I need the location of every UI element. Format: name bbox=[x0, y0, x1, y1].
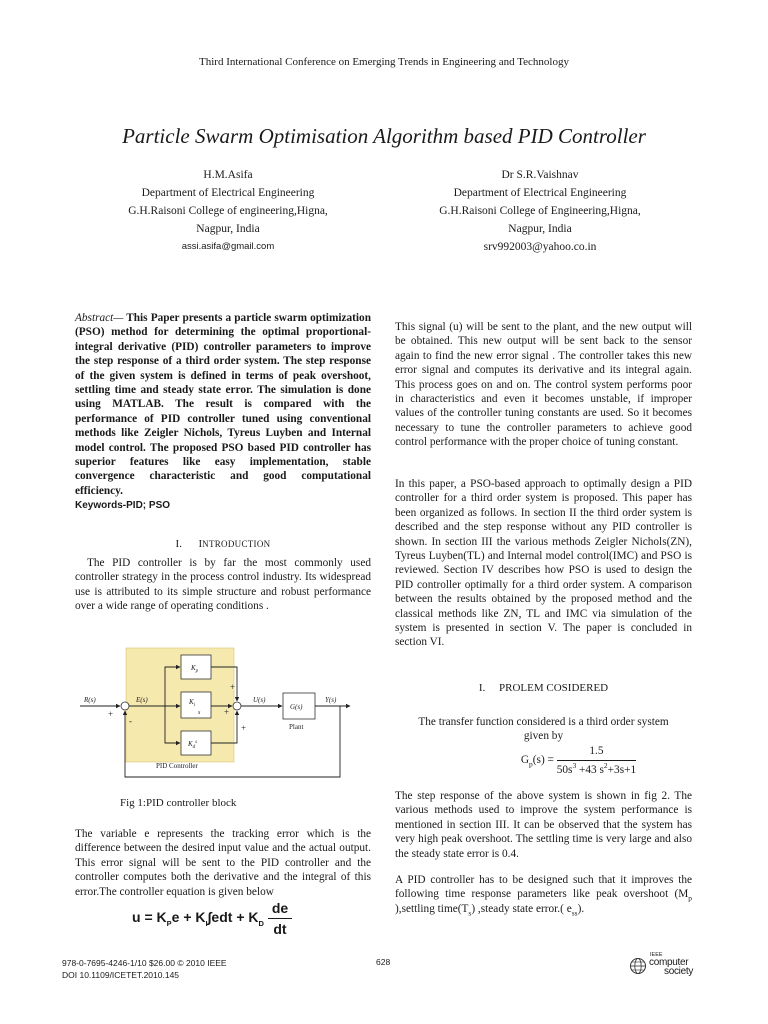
label-e: E(s) bbox=[136, 696, 148, 704]
tf-fraction bbox=[557, 744, 636, 777]
label-ki: $K_i$ bbox=[189, 698, 196, 708]
eq-term1: e + K bbox=[171, 909, 206, 926]
section-number: I. bbox=[478, 682, 486, 694]
tf-den-b-sup: 2 bbox=[603, 761, 608, 771]
variable-text: The variable e represents the tracking error which is the difference between the desired input value and the actual output. This error signal will be sent to the PID controller and the controller computes both the derivative and the integral of this error.The controller equation is given below bbox=[75, 828, 371, 898]
transfer-function bbox=[395, 715, 692, 777]
label-kd: $K_d^s$ bbox=[188, 740, 198, 750]
tf-den-c: +3s+1 bbox=[607, 764, 637, 776]
p4-c: ) ,steady state error.( e bbox=[471, 902, 572, 915]
intro-paragraph bbox=[75, 556, 371, 614]
section-title: PROLEM COSIDERED bbox=[499, 682, 609, 694]
tf-den-a: 50s bbox=[556, 764, 573, 776]
plus-sign-1: + bbox=[108, 709, 114, 719]
variable-paragraph bbox=[75, 827, 371, 899]
tf-equation bbox=[395, 744, 692, 777]
eq-frac-den: dt bbox=[273, 921, 287, 937]
author-city: Nagpur, India bbox=[508, 223, 572, 235]
footer-line-1: 978-0-7695-4246-1/10 $26.00 © 2010 IEEE bbox=[62, 958, 227, 968]
author-email[interactable]: assi.asifa@gmail.com bbox=[181, 241, 275, 252]
figure-caption: Fig 1:PID controller block bbox=[120, 797, 237, 809]
section-heading-problem bbox=[395, 682, 692, 694]
abstract-label: Abstract— bbox=[75, 312, 124, 324]
author-college: G.H.Raisoni College of engineering,Higna, bbox=[128, 205, 328, 217]
label-ki-den: s bbox=[198, 710, 201, 716]
author-city: Nagpur, India bbox=[196, 223, 260, 235]
section-rest: NTRODUCTION bbox=[202, 539, 271, 549]
logo-society-text: society bbox=[664, 966, 694, 977]
tf-lhs-sub: p bbox=[529, 759, 533, 769]
plus-sign-2: + bbox=[230, 682, 236, 692]
eq-p-sub: P bbox=[166, 919, 172, 928]
eq-fraction bbox=[268, 900, 292, 937]
label-plant: Plant bbox=[289, 723, 304, 731]
section-number: I. bbox=[175, 538, 182, 550]
author-name: H.M.Asifa bbox=[203, 169, 253, 181]
right-text-3: The step response of the above system is shown in fig 2. The various methods used to improve the system performance is mentioned in section III. It can be observed that the system has very high peak overshoot. The settling time is very large and also the steady state error is 0.4. bbox=[395, 790, 692, 860]
author-block-1 bbox=[80, 166, 376, 256]
label-gs: G(s) bbox=[290, 703, 303, 711]
plus-sign-3: + bbox=[224, 707, 230, 717]
eq-term2: ∫edt + K bbox=[207, 909, 259, 926]
ki-box bbox=[181, 692, 211, 718]
author-block-2 bbox=[392, 166, 688, 256]
label-pid-controller: PID Controller bbox=[156, 762, 198, 770]
conference-header: Third International Conference on Emerging Trends in Engineering and Technology bbox=[199, 56, 569, 68]
tf-den bbox=[557, 761, 636, 777]
controller-equation bbox=[132, 900, 292, 937]
p4-s: s bbox=[468, 908, 472, 918]
right-paragraph-2 bbox=[395, 477, 692, 650]
label-u: U(s) bbox=[253, 696, 266, 704]
tf-den-a-sup: 3 bbox=[572, 761, 577, 771]
p4-p: p bbox=[688, 893, 692, 903]
tf-intro-2: given by bbox=[523, 730, 564, 742]
abstract bbox=[75, 311, 371, 498]
page-number: 628 bbox=[376, 957, 391, 967]
minus-sign-1: - bbox=[129, 716, 132, 726]
p4-d: ). bbox=[577, 902, 585, 915]
section-first-letter: I bbox=[198, 538, 203, 550]
right-text-4 bbox=[395, 873, 692, 916]
eq-d-sub: D bbox=[258, 919, 264, 928]
label-y: Y(s) bbox=[325, 696, 337, 704]
eq-lhs: u = K bbox=[132, 909, 167, 926]
globe-icon bbox=[628, 956, 648, 976]
tf-den-b: +43 s bbox=[576, 764, 604, 776]
keywords: Keywords-PID; PSO bbox=[75, 500, 171, 511]
abstract-body: This Paper presents a particle swarm optimization (PSO) method for determining the optimal proportional-integral derivative (PID) controller parameters to improve the step response of a third order system. The step response of the given system is defined in terms of peak overshoot, settling time and steady state error. The simulation is done using MATLAB. The result is compared with the performance of PID controller tuned using conventional methods like Zeigler Nichols, Tyreus Luyben and Internal model control. The proposed PSO based PID controller has superior features like easy implementation, stable convergence characteristic and good computational efficiency. bbox=[75, 312, 371, 497]
author-dept: Department of Electrical Engineering bbox=[453, 187, 627, 199]
computer-society-logo bbox=[628, 952, 708, 978]
label-kp: $K_p$ bbox=[191, 664, 199, 674]
label-r: R(s) bbox=[84, 696, 96, 704]
p4-b: ),settling time(T bbox=[395, 902, 469, 915]
pid-region bbox=[126, 648, 234, 762]
tf-lhs: G bbox=[520, 754, 530, 767]
footer-doi: DOI 10.1109/ICETET.2010.145 bbox=[62, 970, 180, 980]
right-paragraph-3 bbox=[395, 789, 692, 861]
right-paragraph-4 bbox=[395, 873, 692, 916]
tf-intro-1: The transfer function considered is a third order system bbox=[418, 716, 669, 728]
sum-junction-2 bbox=[233, 702, 241, 710]
right-paragraph-1 bbox=[395, 320, 692, 450]
section-heading-introduction bbox=[75, 538, 371, 550]
author-dept: Department of Electrical Engineering bbox=[141, 187, 315, 199]
p4-a: A PID controller has to be designed such that it improves the following time response parameters like peak overshoot (M bbox=[395, 874, 692, 901]
right-text-2: In this paper, a PSO-based approach to optimally design a PID controller for a third order system is proposed. This paper has been organized as follows. In section II the third order system is described and the step response without any PID controller is shown. In section III the various methods Zeigler Nichols(ZN), Tyreus Luyben(TL) and Internal model control(IMC) and PSO is reviewed. Section IV describes how PSO is used to design the PID controller optimally for a third order system. A comparison between the results obtained by the proposed method and the classical methods like ZN, TL and IMC via simulation of the system is presented in section V. The paper is concluded in section VI. bbox=[395, 478, 692, 649]
author-college: G.H.Raisoni College of Engineering,Higna, bbox=[439, 205, 641, 217]
paper-title: Particle Swarm Optimisation Algorithm based PID Controller bbox=[122, 124, 646, 148]
plus-sign-4: + bbox=[241, 723, 247, 733]
intro-text: The PID controller is by far the most commonly used controller strategy in the process control industry. Its widespread use is attributed to its simple structure and robust performance over a wide range of operating conditions . bbox=[75, 557, 371, 613]
author-email[interactable]: srv992003@yahoo.co.in bbox=[483, 241, 597, 253]
eq-frac-num: de bbox=[268, 900, 292, 919]
pid-block-diagram bbox=[78, 645, 360, 795]
sum-junction-1 bbox=[121, 702, 129, 710]
right-text-1: This signal (u) will be sent to the plant, and the new output will be obtained. This new output will be sent back to the sensor again to find the new error signal . The controller takes this new error signal and computes its derivative and its integral again. This process goes on and on. The control system performs poor in characteristics and even it becomes unstable, if improper values of the controller tuning constants are used. So it becomes necessary to tune the controller parameters to achieve good control performance with the proper choice of tuning constant. bbox=[395, 321, 692, 449]
footer-copyright bbox=[62, 957, 227, 981]
tf-lhs-rest: (s) = bbox=[532, 754, 554, 767]
p4-ss: ss bbox=[571, 908, 578, 918]
author-name: Dr S.R.Vaishnav bbox=[501, 169, 579, 181]
kp-box bbox=[181, 655, 211, 679]
logo-computer-text: computer bbox=[649, 957, 689, 968]
logo-ieee-text: IEEE bbox=[650, 952, 663, 958]
tf-num: 1.5 bbox=[557, 744, 636, 761]
eq-i-sub: I bbox=[205, 919, 208, 928]
